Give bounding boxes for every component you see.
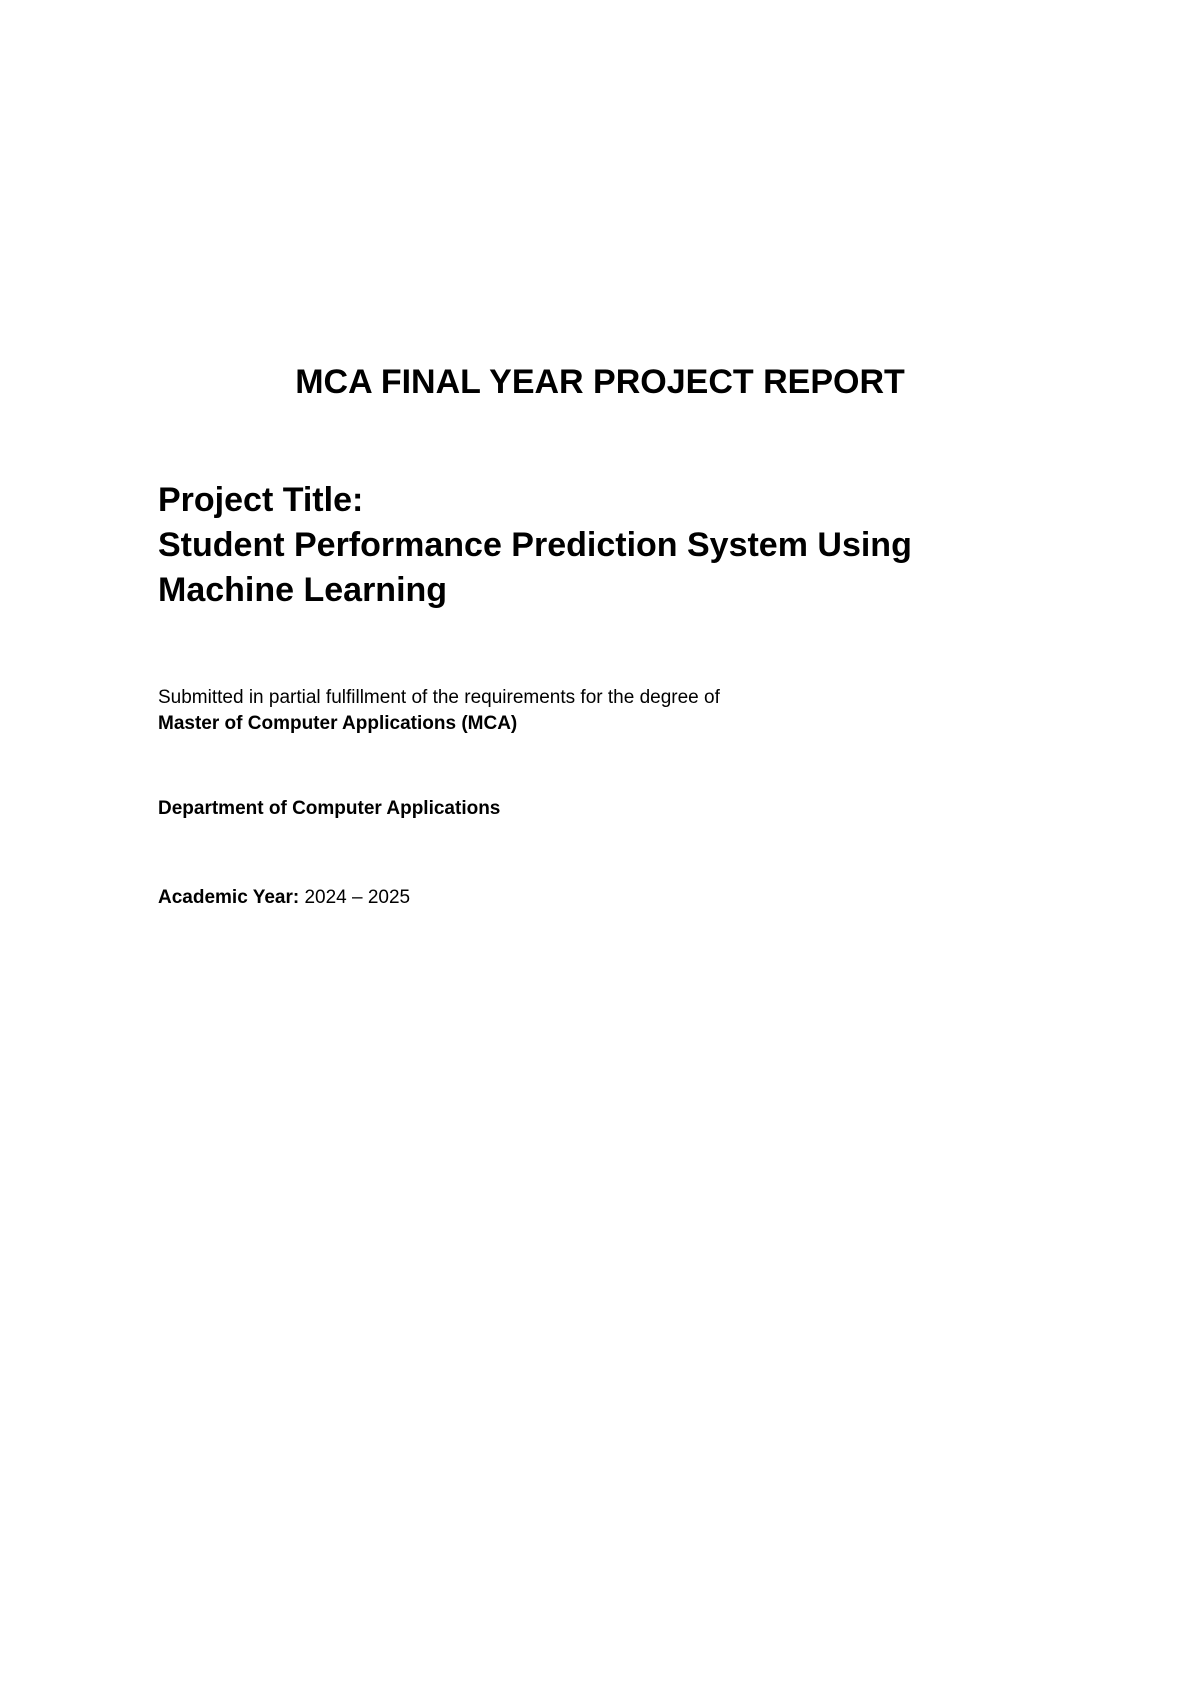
project-title-line-2: Machine Learning — [158, 571, 448, 609]
degree-name: Master of Computer Applications (MCA) — [158, 713, 518, 734]
project-title-block — [158, 478, 1058, 613]
report-main-title: MCA FINAL YEAR PROJECT REPORT — [295, 363, 905, 401]
academic-year-label: Academic Year: — [158, 887, 300, 908]
project-title-line-1: Student Performance Prediction System Using — [158, 526, 912, 564]
department-name: Department of Computer Applications — [158, 798, 501, 819]
academic-year — [158, 885, 410, 911]
academic-year-value: 2024 – 2025 — [304, 887, 411, 908]
submission-statement — [158, 685, 1058, 737]
submission-text: Submitted in partial fulfillment of the requirements for the degree of — [158, 687, 720, 708]
project-title-label: Project Title: — [158, 481, 364, 519]
